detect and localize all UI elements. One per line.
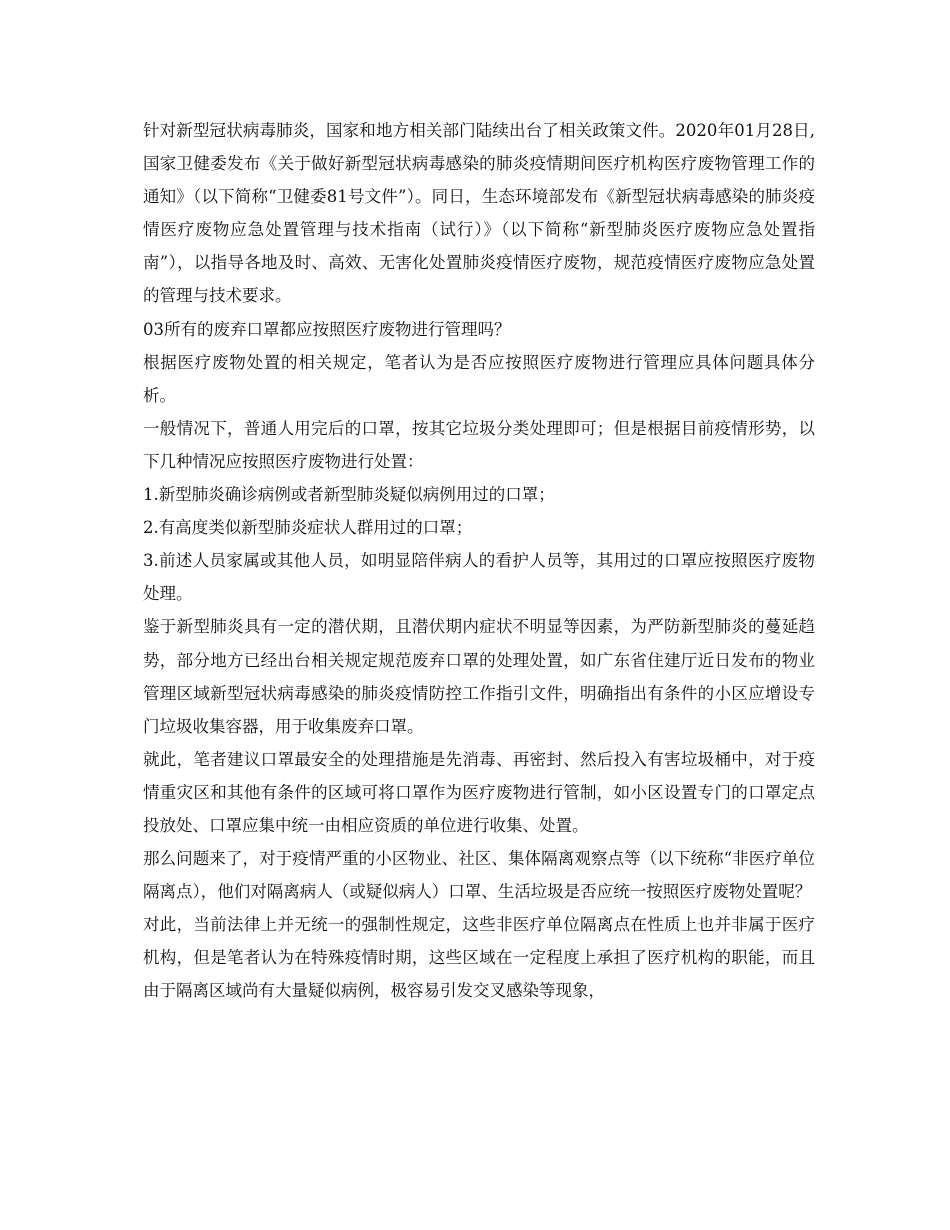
paragraph-question: 那么问题来了，对于疫情严重的小区物业、社区、集体隔离观察点等（以下统称“非医疗单位隔离点），他们对隔离病人（或疑似病人）口罩、生活垃圾是否应统一按照医疗废物处置呢？	[143, 849, 815, 902]
paragraph-legal-analysis: 对此，当前法律上并无统一的强制性规定，这些非医疗单位隔离点在性质上也并非属于医疗机构，但是笔者认为在特殊疫情时期，这些区域在一定程度上承担了医疗机构的职能，而且由于隔离区域尚有大量疑似病例，极容易引发交叉感染等现象，	[143, 915, 815, 1001]
document-body	[143, 114, 815, 1008]
paragraph-incubation: 鉴于新型肺炎具有一定的潜伏期，且潜伏期内症状不明显等因素，为严防新型肺炎的蔓延趋势，部分地方已经出台相关规定规范废弃口罩的处理处置，如广东省住建厅近日发布的物业管理区域新型冠状病毒感染的肺炎疫情防控工作指引文件，明确指出有条件的小区应增设专门垃圾收集容器，用于收集废弃口罩。	[143, 617, 815, 736]
section-heading-03: 03所有的废弃口罩都应按照医疗废物进行管理吗？	[143, 319, 511, 339]
paragraph-general-case: 一般情况下，普通人用完后的口罩，按其它垃圾分类处理即可；但是根据目前疫情形势，以下几种情况应按照医疗废物进行处置：	[143, 418, 815, 471]
list-item-3: 3.前述人员家属或其他人员，如明显陪伴病人的看护人员等，其用过的口罩应按照医疗废物处理。	[143, 551, 815, 604]
paragraph-analysis: 根据医疗废物处置的相关规定，笔者认为是否应按照医疗废物进行管理应具体问题具体分析。	[143, 352, 815, 405]
paragraph-recommendation: 就此，笔者建议口罩最安全的处理措施是先消毒、再密封、然后投入有害垃圾桶中，对于疫情重灾区和其他有条件的区域可将口罩作为医疗废物进行管制，如小区设置专门的口罩定点投放处、口罩应集中统一由相应资质的单位进行收集、处置。	[143, 749, 815, 835]
paragraph-policy-intro: 针对新型冠状病毒肺炎，国家和地方相关部门陆续出台了相关政策文件。2020年01月28日,国家卫健委发布《关于做好新型冠状病毒感染的肺炎疫情期间医疗机构医疗废物管理工作的通知》（以下简称“卫健委81号文件”）。同日，生态环境部发布《新型冠状病毒感染的肺炎疫情医疗废物应急处置管理与技术指南（试行）》（以下简称“新型肺炎医疗废物应急处置指南”），以指导各地及时、高效、无害化处置肺炎疫情医疗废物，规范疫情医疗废物应急处置的管理与技术要求。	[143, 121, 815, 306]
list-item-2: 2.有高度类似新型肺炎症状人群用过的口罩；	[143, 518, 473, 538]
list-item-1: 1.新型肺炎确诊病例或者新型肺炎疑似病例用过的口罩；	[143, 485, 555, 505]
